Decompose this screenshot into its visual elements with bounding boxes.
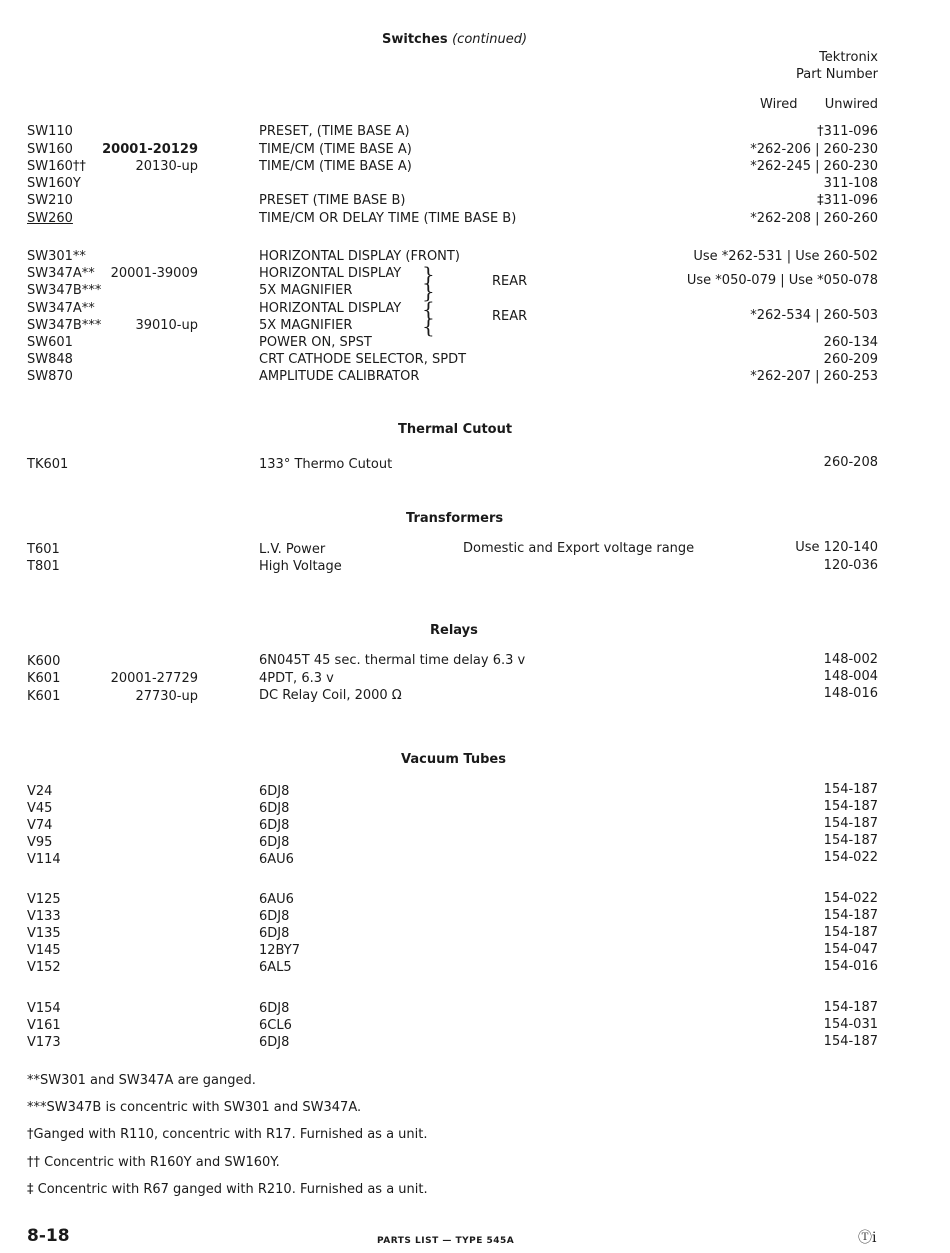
switch-desc: TIME/CM OR DELAY TIME (TIME BASE B) <box>259 211 517 226</box>
switch-part: *262-207 | 260-253 <box>750 369 878 384</box>
switch-part: 311-108 <box>823 176 878 191</box>
tube-id: V154 <box>27 1001 61 1016</box>
switches-section-title <box>382 31 527 48</box>
transformer-desc: L.V. Power <box>259 542 326 557</box>
transformer-note: Domestic and Export voltage range <box>463 541 695 556</box>
tube-id: V95 <box>27 835 53 850</box>
tube-id: V125 <box>27 892 61 907</box>
switch-desc: PRESET, (TIME BASE A) <box>259 124 410 139</box>
tube-id: V152 <box>27 960 61 975</box>
tube-part: 154-047 <box>823 942 878 957</box>
transformers-title: Transformers <box>406 511 504 526</box>
relay-desc: DC Relay Coil, 2000 Ω <box>259 688 402 703</box>
tube-part: 154-187 <box>823 1034 878 1049</box>
switch-id: SW347A** <box>27 266 95 281</box>
tube-type: 6DJ8 <box>259 835 290 850</box>
relay-part: 148-004 <box>823 669 878 684</box>
relay-part: 148-016 <box>823 686 878 701</box>
transformer-part: Use 120-140 <box>795 540 878 555</box>
switch-id: SW210 <box>27 193 73 208</box>
switch-id: SW848 <box>27 352 73 367</box>
relay-part: 148-002 <box>823 652 878 667</box>
header-wired: Wired <box>760 97 798 112</box>
transformer-part: 120-036 <box>823 558 878 573</box>
tube-type: 6DJ8 <box>259 818 290 833</box>
header-tektronix: Tektronix <box>819 50 878 65</box>
tubes-title: Vacuum Tubes <box>401 752 506 767</box>
switch-id: SW870 <box>27 369 73 384</box>
rear-label: REAR <box>492 274 528 289</box>
switch-desc: AMPLITUDE CALIBRATOR <box>259 369 420 384</box>
page-footer-title: PARTS LIST — TYPE 545A <box>377 1236 515 1246</box>
switches-title: Switches <box>382 32 448 47</box>
tube-type: 6DJ8 <box>259 1001 290 1016</box>
relay-desc: 4PDT, 6.3 v <box>259 671 334 686</box>
brace-glyph: } <box>422 279 435 303</box>
tube-type: 6CL6 <box>259 1018 292 1033</box>
footnote: †Ganged with R110, concentric with R17. Furnished as a unit. <box>27 1127 428 1142</box>
switch-id: SW110 <box>27 124 73 139</box>
switch-part: *262-208 | 260-260 <box>750 211 878 226</box>
tube-id: V74 <box>27 818 53 833</box>
switch-part: 260-209 <box>823 352 878 367</box>
relays-title: Relays <box>430 623 478 638</box>
switch-desc: 5X MAGNIFIER <box>259 283 353 298</box>
switch-desc: HORIZONTAL DISPLAY <box>259 266 402 281</box>
switch-desc: TIME/CM (TIME BASE A) <box>259 142 412 157</box>
tube-id: V114 <box>27 852 61 867</box>
tube-part: 154-022 <box>823 850 878 865</box>
switch-id: SW160 <box>27 142 73 157</box>
switch-desc: POWER ON, SPST <box>259 335 372 350</box>
tube-type: 6DJ8 <box>259 1035 290 1050</box>
tube-part: 154-187 <box>823 799 878 814</box>
tube-type: 6AU6 <box>259 892 294 907</box>
switch-id: SW160Y <box>27 176 81 191</box>
tube-id: V145 <box>27 943 61 958</box>
tube-part: 154-016 <box>823 959 878 974</box>
tube-part: 154-187 <box>823 833 878 848</box>
switch-serial: 20001-20129 <box>102 142 198 157</box>
tube-id: V161 <box>27 1018 61 1033</box>
brace-glyph: { <box>422 314 435 338</box>
header-unwired: Unwired <box>824 97 878 112</box>
switch-serial: 20001-39009 <box>110 266 198 281</box>
switch-desc: HORIZONTAL DISPLAY (FRONT) <box>259 249 460 264</box>
switch-part: *262-245 | 260-230 <box>750 159 878 174</box>
switch-id: SW601 <box>27 335 73 350</box>
tube-type: 6DJ8 <box>259 801 290 816</box>
header-part-number: Part Number <box>795 67 878 82</box>
tube-type: 6DJ8 <box>259 909 290 924</box>
switch-id: SW260 <box>27 211 73 226</box>
tektronix-logo: Ⓣi <box>858 1230 877 1246</box>
tube-id: V24 <box>27 784 53 799</box>
tube-part: 154-187 <box>823 908 878 923</box>
switch-desc: 5X MAGNIFIER <box>259 318 353 333</box>
tube-part: 154-187 <box>823 782 878 797</box>
footnote: **SW301 and SW347A are ganged. <box>27 1073 256 1088</box>
switch-part: *262-206 | 260-230 <box>750 142 878 157</box>
relay-id: K601 <box>27 671 61 686</box>
switch-serial: 20130-up <box>135 159 198 174</box>
brace-glyph: { <box>422 297 435 321</box>
thermal-id: TK601 <box>27 457 69 472</box>
tube-type: 6AL5 <box>259 960 292 975</box>
tube-part: 154-187 <box>823 925 878 940</box>
switch-id: SW347B*** <box>27 283 102 298</box>
footnote: †† Concentric with R160Y and SW160Y. <box>27 1155 280 1170</box>
switch-part: *262-534 | 260-503 <box>750 308 878 323</box>
relay-serial: 27730-up <box>135 689 198 704</box>
relay-desc: 6N045T 45 sec. thermal time delay 6.3 v <box>259 653 526 668</box>
tube-type: 6DJ8 <box>259 926 290 941</box>
switch-part: Use *050-079 | Use *050-078 <box>686 273 878 288</box>
switch-serial: 39010-up <box>135 318 198 333</box>
tube-id: V133 <box>27 909 61 924</box>
tube-type: 6AU6 <box>259 852 294 867</box>
thermal-part: 260-208 <box>823 455 878 470</box>
tube-part: 154-187 <box>823 1000 878 1015</box>
transformer-id: T801 <box>27 559 60 574</box>
tube-id: V173 <box>27 1035 61 1050</box>
tube-id: V135 <box>27 926 61 941</box>
tube-type: 6DJ8 <box>259 784 290 799</box>
footnote: ‡ Concentric with R67 ganged with R210. Furnished as a unit. <box>27 1182 428 1197</box>
relay-id: K601 <box>27 689 61 704</box>
tube-part: 154-031 <box>823 1017 878 1032</box>
tube-part: 154-187 <box>823 816 878 831</box>
switches-title-suffix: (continued) <box>452 32 528 47</box>
switch-part: Use *262-531 | Use 260-502 <box>693 249 878 264</box>
thermal-desc: 133° Thermo Cutout <box>259 457 393 472</box>
brace-glyph: } <box>422 262 435 286</box>
thermal-title: Thermal Cutout <box>398 422 513 437</box>
switch-id: SW160†† <box>27 159 86 174</box>
transformer-id: T601 <box>27 542 60 557</box>
switch-desc: PRESET (TIME BASE B) <box>259 193 406 208</box>
switch-part: †311-096 <box>817 124 878 139</box>
switch-id: SW301** <box>27 249 86 264</box>
switch-desc: HORIZONTAL DISPLAY <box>259 301 402 316</box>
switch-part: ‡311-096 <box>817 193 878 208</box>
switch-id: SW347A** <box>27 301 95 316</box>
transformer-desc: High Voltage <box>259 559 342 574</box>
rear-label: REAR <box>492 309 528 324</box>
switch-desc: TIME/CM (TIME BASE A) <box>259 159 412 174</box>
relay-id: K600 <box>27 654 61 669</box>
tube-type: 12BY7 <box>259 943 300 958</box>
page-number: 8-18 <box>27 1226 70 1246</box>
switch-id: SW347B*** <box>27 318 102 333</box>
relay-serial: 20001-27729 <box>110 671 198 686</box>
switch-part: 260-134 <box>823 335 878 350</box>
tube-part: 154-022 <box>823 891 878 906</box>
footnote: ***SW347B is concentric with SW301 and SW347A. <box>27 1100 362 1115</box>
tube-id: V45 <box>27 801 53 816</box>
switch-desc: CRT CATHODE SELECTOR, SPDT <box>259 352 467 367</box>
